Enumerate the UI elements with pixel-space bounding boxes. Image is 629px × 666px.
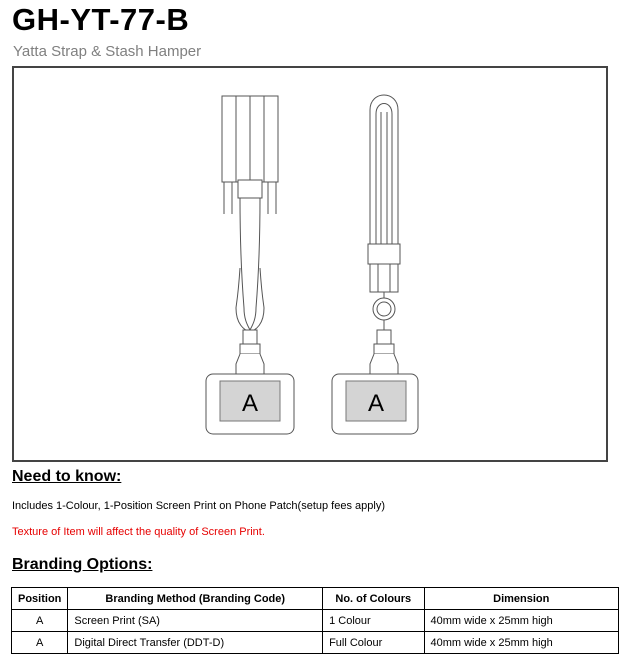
cell-dimension: 40mm wide x 25mm high (424, 610, 619, 632)
cell-method: Screen Print (SA) (68, 610, 323, 632)
column-header-dimension: Dimension (424, 588, 619, 610)
product-illustration-frame (12, 66, 608, 462)
need-to-know-heading: Need to know: (12, 468, 122, 485)
cell-colours: 1 Colour (323, 610, 424, 632)
cell-method: Digital Direct Transfer (DDT-D) (68, 632, 323, 654)
product-code: GH-YT-77-B (12, 2, 190, 37)
need-to-know-warning: Texture of Item will affect the quality of Screen Print. (12, 526, 265, 538)
table-header-row (12, 588, 619, 610)
need-to-know-line-1: Includes 1-Colour, 1-Position Screen Print on Phone Patch(setup fees apply) (12, 500, 385, 512)
column-header-colours: No. of Colours (323, 588, 424, 610)
column-header-position: Position (12, 588, 68, 610)
lanyard-illustration (14, 68, 606, 460)
column-header-method: Branding Method (Branding Code) (68, 588, 323, 610)
cell-dimension: 40mm wide x 25mm high (424, 632, 619, 654)
cell-colours: Full Colour (323, 632, 424, 654)
table-row (12, 632, 619, 654)
branding-options-table (11, 587, 619, 654)
product-name: Yatta Strap & Stash Hamper (13, 43, 202, 60)
left-position-label: A (241, 390, 259, 417)
table-row (12, 610, 619, 632)
right-position-label: A (367, 390, 385, 417)
cell-position: A (12, 610, 68, 632)
cell-position: A (12, 632, 68, 654)
branding-options-heading: Branding Options: (12, 556, 153, 573)
